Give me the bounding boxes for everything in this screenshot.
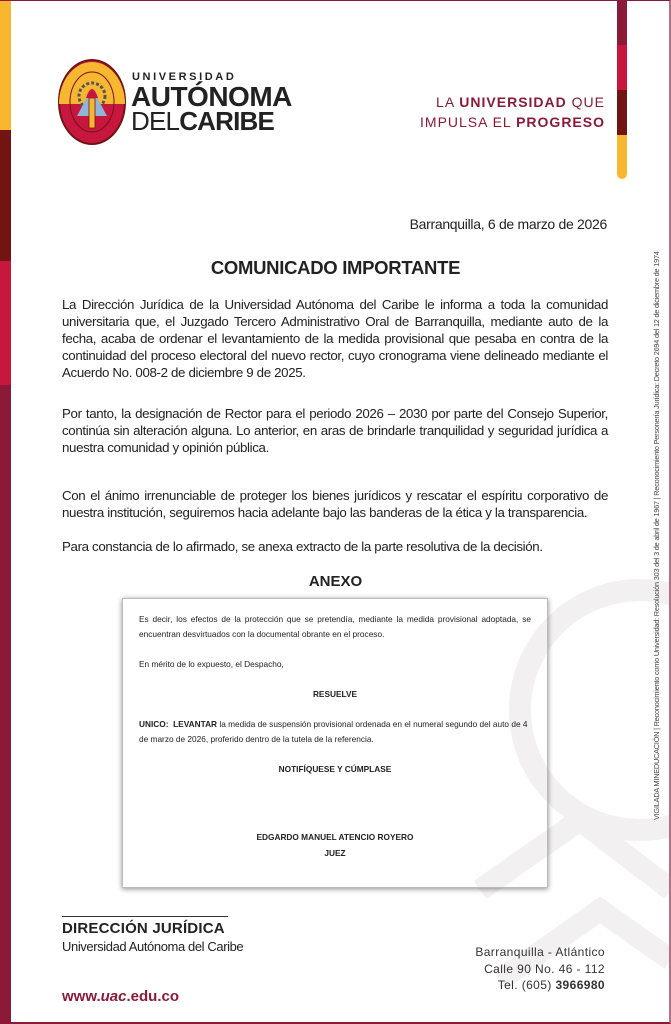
tel-number: 3966980: [555, 978, 605, 992]
page-title: COMUNICADO IMPORTANTE: [210, 257, 461, 278]
date: Barranquilla, 6 de marzo de 2026: [409, 216, 607, 232]
logo-del: DEL: [131, 106, 180, 136]
annex-excerpt: [122, 598, 548, 888]
footer-tel: [475, 977, 605, 994]
footer-dept: DIRECCIÓN JURÍDICA: [62, 920, 225, 937]
paragraph-1: La Dirección Jurídica de la Universidad Autónoma del Caribe le informa a toda la comunidad universitaria que, el Juzgado Tercero Administrativo Oral de Barranquilla, mediante auto de la fecha, acaba de ordenar el levantamiento de la medida provisional que pesaba en contra de la continuidad del proceso electoral del nuevo rector, cuyo cronograma viene delineado mediante el Acuerdo No. 008-2 de diciembre 9 de 2025.: [62, 297, 608, 380]
annex-unico: [139, 717, 531, 747]
footer-org: Universidad Autónoma del Caribe: [62, 939, 244, 954]
legal-side-text: VIGILADA MINEDUCACIÓN | Reconocimiento como Universidad: Resolución 303 del 3 de abril de 1967 | Reconocimiento Personería Jurídica: Decreto 2694 del 12 de diciembre de 1974: [652, 251, 661, 820]
paragraph-2: Por tanto, la designación de Rector para el periodo 2026 – 2030 por parte del Consejo Superior, continúa sin alteración alguna. Lo anterior, en aras de brindarle tranquilidad y seguridad jurídica a nuestra comunidad y opinión pública.: [62, 406, 608, 455]
annex-judge: EDGARDO MANUEL ATENCIO ROYERO: [256, 832, 414, 842]
annex-resuelve: RESUELVE: [312, 689, 358, 699]
footer-divider: [62, 916, 228, 917]
right-stripe-yellow: [617, 135, 627, 179]
left-stripe-maroon: [0, 385, 11, 1024]
annex-judge-title: JUEZ: [324, 848, 346, 858]
left-stripe-yellow: [0, 0, 11, 130]
left-stripe-red: [0, 261, 11, 385]
annex-p2: En mérito de lo expuesto, el Despacho,: [139, 659, 284, 669]
left-stripe-dark-red: [0, 130, 11, 261]
logo-line3: [131, 108, 274, 134]
slogan-d: IMPULSA EL: [420, 114, 517, 130]
footer-address: [475, 944, 605, 994]
slogan-c: QUE: [566, 94, 605, 110]
tel-prefix: Tel. (605): [497, 978, 556, 992]
web-a: www.: [62, 988, 101, 1005]
slogan: [420, 92, 605, 132]
slogan-a: LA: [436, 94, 460, 110]
annex-p1: Es decir, los efectos de la protección que se pretendía, mediante la medida provisional adoptada, se encuentran desvirtuados con la documental obrante en el proceso.: [139, 614, 531, 639]
slogan-b: UNIVERSIDAD: [459, 94, 567, 110]
right-stripe-maroon: [617, 0, 627, 45]
web-c: .edu.co: [126, 988, 179, 1005]
annex-unico-text: la medida de suspensión provisional ordenada en el numeral segundo del auto de 4 de marzo de 2026, proferido dentro de la tutela de la referencia.: [139, 719, 528, 744]
website-link[interactable]: [62, 988, 179, 1005]
footer-city: Barranquilla - Atlántico: [475, 945, 605, 959]
logo-line1: UNIVERSIDAD: [132, 71, 237, 83]
web-b: uac: [100, 988, 127, 1005]
paragraph-3: Con el ánimo irrenunciable de proteger los bienes jurídicos y rescatar el espíritu corporativo de nuestra institución, seguiremos hacia adelante bajo las banderas de la ética y la transparencia.: [62, 488, 608, 520]
right-stripe-dark-red: [617, 90, 627, 135]
logo-line2: AUTÓNOMA: [131, 81, 292, 112]
annex-heading: ANEXO: [308, 573, 363, 590]
logo-caribe: CARIBE: [179, 106, 275, 136]
annex-notify: NOTIFÍQUESE Y CÚMPLASE: [278, 764, 392, 774]
right-stripe-red: [617, 45, 627, 90]
annex-unico-label: UNICO: LEVANTAR: [139, 719, 218, 729]
slogan-e: PROGRESO: [516, 114, 605, 130]
university-seal-logo: [57, 58, 127, 151]
paragraph-4: Para constancia de lo afirmado, se anexa extracto de la parte resolutiva de la decisión.: [62, 539, 543, 554]
footer-street: Calle 90 No. 46 - 112: [484, 961, 605, 976]
